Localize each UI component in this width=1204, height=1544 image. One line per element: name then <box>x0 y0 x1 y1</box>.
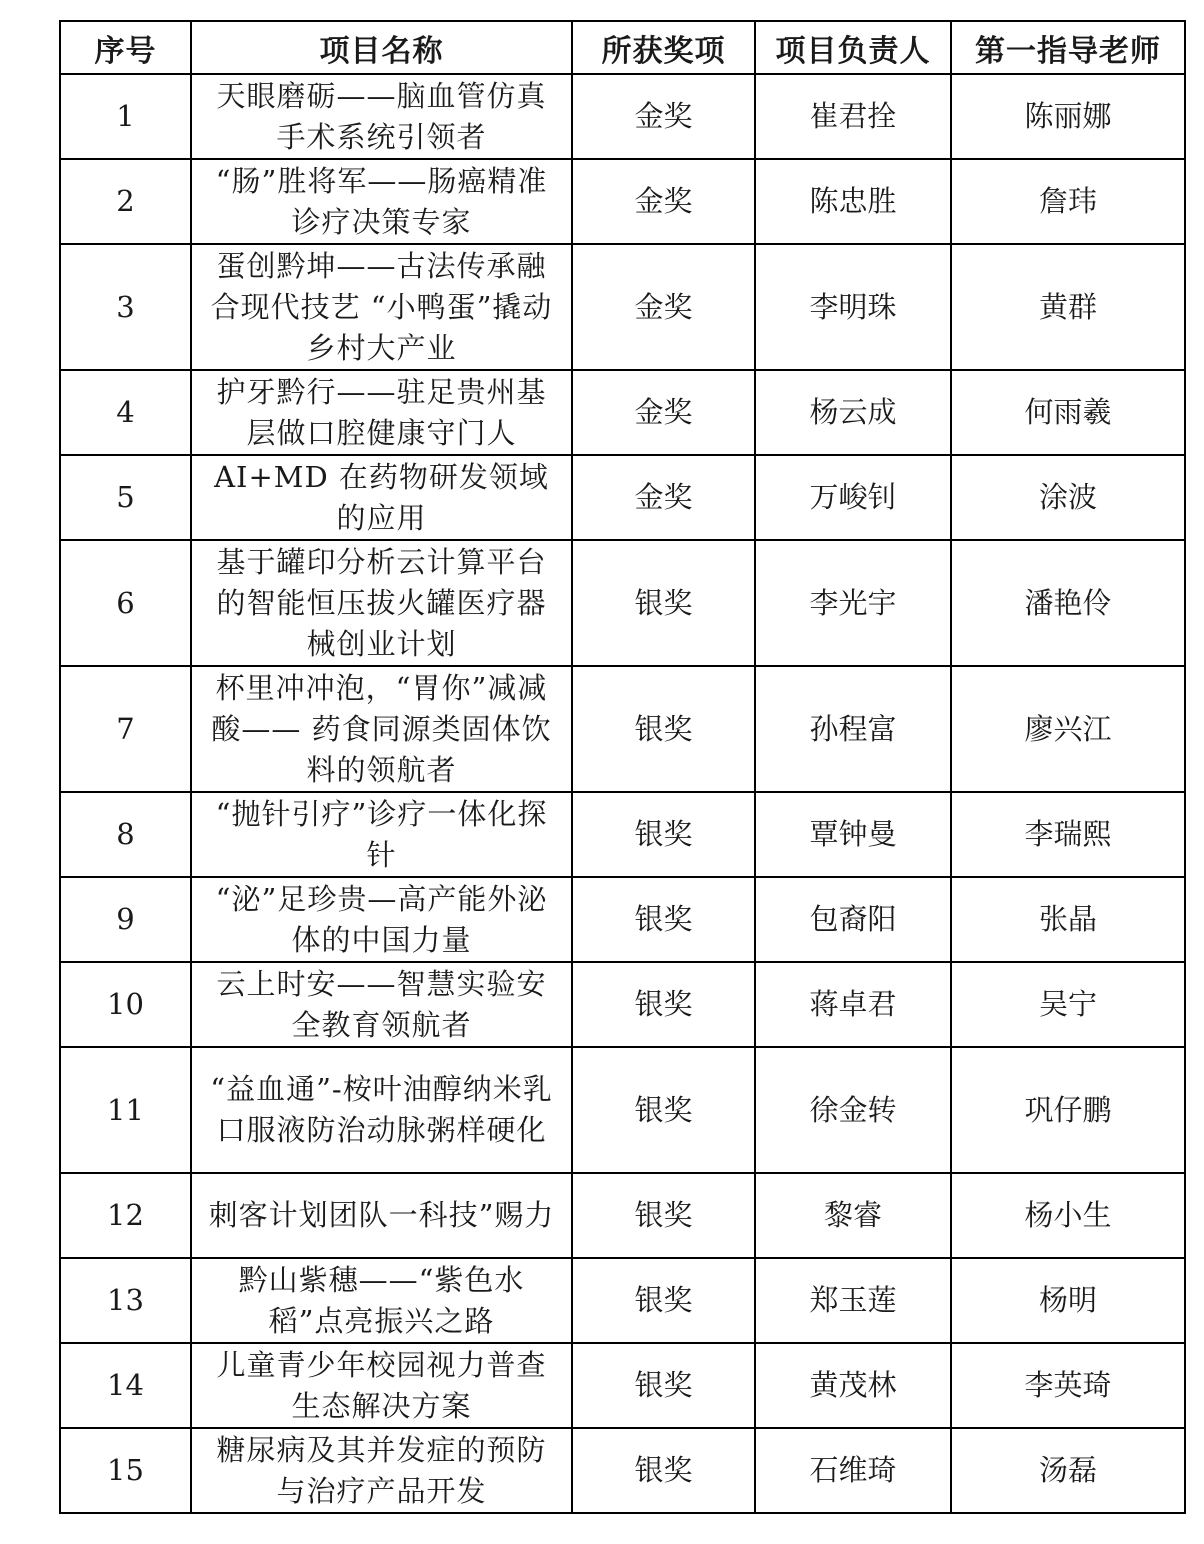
cell-project-leader: 黄茂林 <box>755 1343 951 1428</box>
cell-award: 银奖 <box>572 792 755 877</box>
cell-award: 银奖 <box>572 1343 755 1428</box>
cell-award: 银奖 <box>572 1428 755 1513</box>
cell-project-name: 刺客计划团队一科技”赐力 <box>191 1173 572 1258</box>
cell-first-advisor: 杨小生 <box>951 1173 1185 1258</box>
cell-project-leader: 郑玉莲 <box>755 1258 951 1343</box>
awards-table <box>59 20 1186 1514</box>
cell-project-name: “益血通”-桉叶油醇纳米乳口服液防治动脉粥样硬化 <box>191 1047 572 1173</box>
cell-project-leader: 黎睿 <box>755 1173 951 1258</box>
cell-award: 银奖 <box>572 877 755 962</box>
header-first-advisor: 第一指导老师 <box>951 21 1185 74</box>
cell-serial-number: 13 <box>60 1258 191 1343</box>
cell-award: 银奖 <box>572 962 755 1047</box>
cell-award: 金奖 <box>572 370 755 455</box>
cell-award: 银奖 <box>572 1173 755 1258</box>
table-row <box>60 455 1185 540</box>
cell-project-name: “抛针引疗”诊疗一体化探针 <box>191 792 572 877</box>
cell-project-name: 护牙黔行——驻足贵州基层做口腔健康守门人 <box>191 370 572 455</box>
cell-first-advisor: 汤磊 <box>951 1428 1185 1513</box>
cell-serial-number: 10 <box>60 962 191 1047</box>
table-row <box>60 244 1185 370</box>
cell-project-leader: 崔君拴 <box>755 74 951 159</box>
table-row <box>60 159 1185 244</box>
table-row <box>60 1258 1185 1343</box>
cell-first-advisor: 詹玮 <box>951 159 1185 244</box>
header-project-name: 项目名称 <box>191 21 572 74</box>
cell-serial-number: 1 <box>60 74 191 159</box>
table-row <box>60 877 1185 962</box>
table-row <box>60 792 1185 877</box>
cell-first-advisor: 涂波 <box>951 455 1185 540</box>
cell-first-advisor: 何雨羲 <box>951 370 1185 455</box>
table-header <box>60 21 1185 74</box>
table-row <box>60 370 1185 455</box>
cell-project-leader: 李光宇 <box>755 540 951 666</box>
header-serial-number: 序号 <box>60 21 191 74</box>
cell-award: 银奖 <box>572 1258 755 1343</box>
cell-serial-number: 6 <box>60 540 191 666</box>
cell-award: 银奖 <box>572 540 755 666</box>
table-row <box>60 1343 1185 1428</box>
table-row <box>60 1047 1185 1173</box>
cell-serial-number: 8 <box>60 792 191 877</box>
cell-first-advisor: 张晶 <box>951 877 1185 962</box>
cell-project-name: 糖尿病及其并发症的预防与治疗产品开发 <box>191 1428 572 1513</box>
cell-first-advisor: 廖兴江 <box>951 666 1185 792</box>
table-row <box>60 1428 1185 1513</box>
cell-project-leader: 徐金转 <box>755 1047 951 1173</box>
cell-project-leader: 陈忠胜 <box>755 159 951 244</box>
cell-award: 银奖 <box>572 666 755 792</box>
cell-first-advisor: 杨明 <box>951 1258 1185 1343</box>
cell-award: 金奖 <box>572 159 755 244</box>
cell-first-advisor: 李瑞熙 <box>951 792 1185 877</box>
cell-project-leader: 蒋卓君 <box>755 962 951 1047</box>
table-row <box>60 74 1185 159</box>
cell-project-name: 蛋创黔坤——古法传承融合现代技艺 “小鸭蛋”撬动乡村大产业 <box>191 244 572 370</box>
cell-project-leader: 包裔阳 <box>755 877 951 962</box>
cell-project-name: 云上时安——智慧实验安全教育领航者 <box>191 962 572 1047</box>
cell-first-advisor: 李英琦 <box>951 1343 1185 1428</box>
cell-award: 金奖 <box>572 455 755 540</box>
cell-serial-number: 5 <box>60 455 191 540</box>
table-row <box>60 962 1185 1047</box>
cell-project-name: AI+MD 在药物研发领域的应用 <box>191 455 572 540</box>
cell-serial-number: 4 <box>60 370 191 455</box>
cell-first-advisor: 巩仔鹏 <box>951 1047 1185 1173</box>
table-row <box>60 540 1185 666</box>
cell-first-advisor: 黄群 <box>951 244 1185 370</box>
table-row <box>60 1173 1185 1258</box>
header-award: 所获奖项 <box>572 21 755 74</box>
cell-award: 金奖 <box>572 74 755 159</box>
cell-serial-number: 3 <box>60 244 191 370</box>
cell-first-advisor: 潘艳伶 <box>951 540 1185 666</box>
cell-project-name: 黔山紫穗——“紫色水稻”点亮振兴之路 <box>191 1258 572 1343</box>
cell-serial-number: 15 <box>60 1428 191 1513</box>
cell-project-name: 杯里冲冲泡，“胃你”减减酸—— 药食同源类固体饮料的领航者 <box>191 666 572 792</box>
cell-project-leader: 孙程富 <box>755 666 951 792</box>
header-row <box>60 21 1185 74</box>
table-body <box>60 74 1185 1513</box>
cell-project-leader: 万峻钊 <box>755 455 951 540</box>
cell-project-name: “肠”胜将军——肠癌精准诊疗决策专家 <box>191 159 572 244</box>
cell-project-name: 天眼磨砺——脑血管仿真手术系统引领者 <box>191 74 572 159</box>
cell-serial-number: 2 <box>60 159 191 244</box>
header-project-leader: 项目负责人 <box>755 21 951 74</box>
cell-project-name: “泌”足珍贵—高产能外泌体的中国力量 <box>191 877 572 962</box>
cell-project-name: 基于罐印分析云计算平台的智能恒压拔火罐医疗器械创业计划 <box>191 540 572 666</box>
cell-serial-number: 14 <box>60 1343 191 1428</box>
cell-project-name: 儿童青少年校园视力普查生态解决方案 <box>191 1343 572 1428</box>
cell-project-leader: 李明珠 <box>755 244 951 370</box>
cell-project-leader: 覃钟曼 <box>755 792 951 877</box>
cell-project-leader: 石维琦 <box>755 1428 951 1513</box>
cell-serial-number: 12 <box>60 1173 191 1258</box>
cell-award: 金奖 <box>572 244 755 370</box>
cell-serial-number: 7 <box>60 666 191 792</box>
cell-first-advisor: 吴宁 <box>951 962 1185 1047</box>
table-row <box>60 666 1185 792</box>
cell-serial-number: 11 <box>60 1047 191 1173</box>
cell-first-advisor: 陈丽娜 <box>951 74 1185 159</box>
cell-project-leader: 杨云成 <box>755 370 951 455</box>
cell-award: 银奖 <box>572 1047 755 1173</box>
cell-serial-number: 9 <box>60 877 191 962</box>
